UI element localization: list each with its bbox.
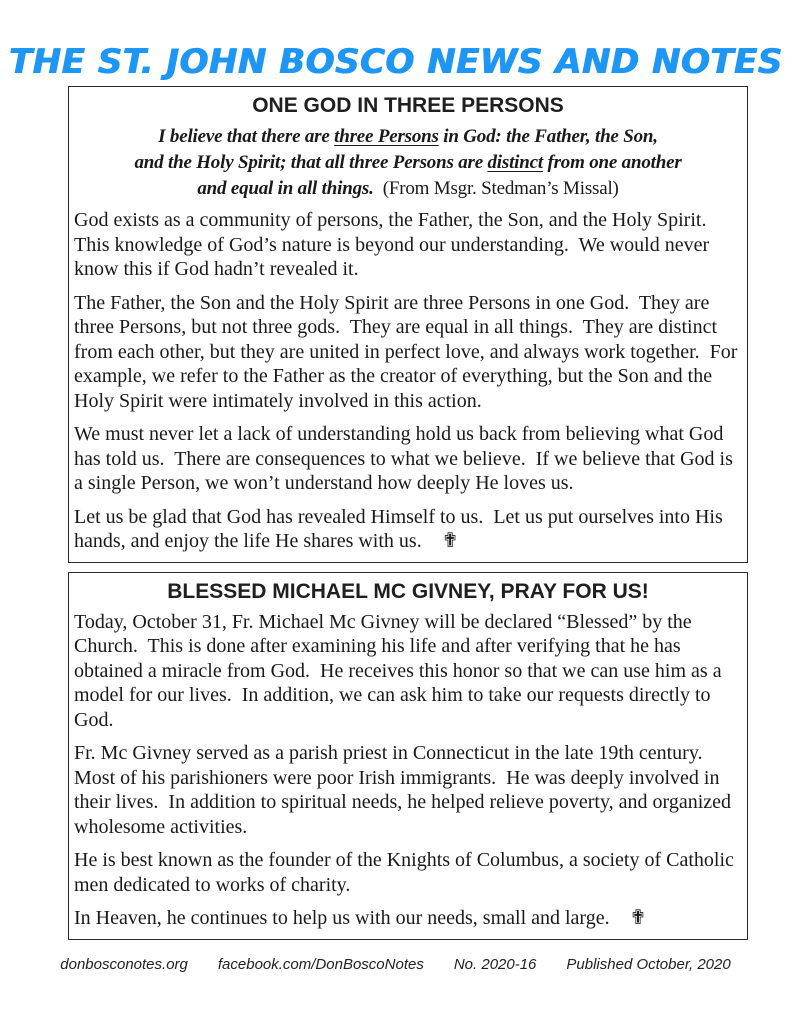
article2-heading: BLESSED MICHAEL MC GIVNEY, PRAY FOR US!	[167, 579, 649, 603]
article1-paragraph-3: We must never let a lack of understanding hold us back from believing what God has told us. There are consequences to what we believe. If we believe that God is a single Person, we won’t understand how deeply He loves us.	[74, 423, 738, 494]
newsletter-title: THE ST. JOHN BOSCO NEWS AND NOTES	[8, 42, 783, 82]
article2-paragraph-2: Fr. Mc Givney served as a parish priest in Connecticut in the late 19th century. Most of his parishioners were poor Irish immigrants. He was deeply involved in their lives. In addition to spiritual needs, he helped relieve poverty, and organized wholesome activities.	[74, 742, 737, 838]
article2-paragraph-4: In Heaven, he continues to help us with our needs, small and large. ✟	[74, 907, 647, 929]
article2-paragraph-1: Today, October 31, Fr. Michael Mc Givney will be declared “Blessed” by the Church. This is done after examining his life and after verifying that he has obtained a miracle from God. He receives this honor so that we can use him as a model for our lives. In addition, we can ask him to take our requests directly to God.	[74, 610, 727, 731]
footer-published-date: Published October, 2020	[566, 955, 731, 973]
article1-paragraph-4: Let us be glad that God has revealed Himself to us. Let us put ourselves into His hands, and enjoy the life He shares with us. ✟	[74, 505, 728, 552]
article1-paragraph-1: God exists as a community of persons, the Father, the Son, and the Holy Spirit. This knowledge of God’s nature is beyond our understanding. We would never know this if God hadn’t revealed it.	[74, 209, 717, 280]
footer	[0, 956, 791, 973]
article-blessed-michael-mc-givney	[68, 572, 748, 940]
footer-facebook: facebook.com/DonBoscoNotes	[217, 955, 424, 973]
quote-line-1: I believe that there are three Persons in God: the Father, the Son,	[158, 126, 658, 147]
article-one-god-in-three-persons	[68, 86, 748, 563]
footer-website: donbosconotes.org	[60, 955, 188, 973]
footer-issue-number: No. 2020-16	[453, 955, 537, 973]
quote-line-2: and the Holy Spirit; that all three Persons are distinct from one another	[134, 152, 682, 173]
quote-line-3: and equal in all things. (From Msgr. Stedman’s Missal)	[197, 178, 619, 199]
article2-paragraph-3: He is best known as the founder of the Knights of Columbus, a society of Catholic men dedicated to works of charity.	[74, 849, 739, 896]
article1-quote	[74, 124, 742, 202]
article1-heading: ONE GOD IN THREE PERSONS	[252, 94, 564, 117]
article1-paragraph-2: The Father, the Son and the Holy Spirit are three Persons in one God. They are three Persons, but not three gods. They are equal in all things. They are distinct from each other, but they are united in perfect love, and always work together. For example, we refer to the Father as the creator of everything, but the Son and the Holy Spirit were intimately involved in this action.	[74, 291, 743, 412]
